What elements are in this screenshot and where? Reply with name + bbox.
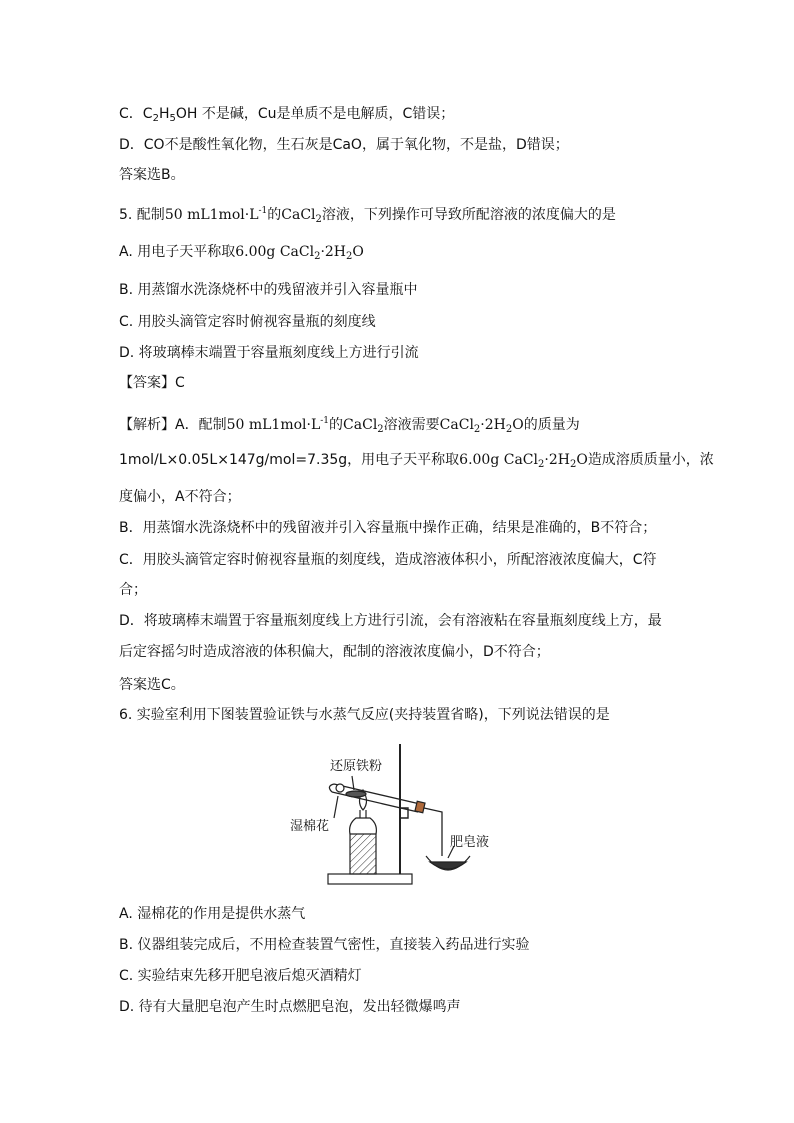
text: 1mol/L×0.05L×147g/mol=7.35g，用电子天平称取 <box>119 452 460 468</box>
question-5-option-d: D. 将玻璃棒末端置于容量瓶刻度线上方进行引流 <box>119 345 419 361</box>
subscript: 5 <box>169 113 176 124</box>
explanation-line-8: 后定容摇匀时造成溶液的体积偏大，配制的溶液浓度偏小，D不符合； <box>119 644 550 660</box>
subscript: 2 <box>505 424 513 435</box>
question-5-option-c: C. 用胶头滴管定容时俯视容量瓶的刻度线 <box>119 314 376 330</box>
subscript: 2 <box>377 424 384 435</box>
alcohol-lamp <box>350 818 377 834</box>
question-5-stem <box>119 201 616 230</box>
apparatus-figure <box>290 738 510 890</box>
burner-stand <box>350 830 376 874</box>
formula: 6.00g CaCl <box>235 244 315 260</box>
explanation-line-3: 度偏小，A不符合； <box>119 489 241 505</box>
prev-option-c <box>119 104 454 129</box>
explanation-line-4: B．用蒸馏水洗涤烧杯中的残留液并引入容量瓶中操作正确，结果是准确的，B不符合； <box>119 520 657 536</box>
stand-base <box>328 874 412 884</box>
question-5-option-a <box>119 242 364 267</box>
question-5-final-answer: 答案选C。 <box>119 677 185 693</box>
text: 5. 配制 <box>119 207 165 223</box>
explanation-line-7: D．将玻璃棒末端置于容量瓶刻度线上方进行引流，会有溶液粘在容量瓶刻度线上方，最 <box>119 613 662 629</box>
formula: 50 mL1mol·L <box>164 207 259 223</box>
formula: O <box>576 452 588 468</box>
formula: O <box>352 244 364 260</box>
text: A. 用电子天平称取 <box>119 244 236 260</box>
formula: ·2H <box>320 244 347 260</box>
formula: ·2H <box>544 452 570 468</box>
text: 【解析】A．配制 <box>119 417 227 433</box>
question-6-stem: 6. 实验室利用下图装置验证铁与水蒸气反应(夹持装置省略)，下列说法错误的是 <box>119 707 610 723</box>
subscript: 2 <box>315 214 322 225</box>
text: 溶液需要 <box>383 417 440 433</box>
text: 的 <box>329 417 344 433</box>
formula: CaCl <box>343 417 378 433</box>
formula: ·2H <box>480 417 506 433</box>
prev-answer: 答案选B。 <box>119 167 185 183</box>
text: 的 <box>267 207 282 223</box>
subscript: 2 <box>538 459 545 470</box>
label-wet-cotton: 湿棉花 <box>290 819 330 834</box>
question-6-option-a: A. 湿棉花的作用是提供水蒸气 <box>119 906 306 922</box>
question-6-option-c: C. 实验结束先移开肥皂液后熄灭酒精灯 <box>119 968 362 984</box>
subscript: 2 <box>346 251 353 262</box>
text: C．C <box>119 106 153 122</box>
label-soap-solution: 肥皂液 <box>450 835 490 850</box>
formula: CaCl <box>439 417 474 433</box>
explanation-line-5: C．用胶头滴管定容时俯视容量瓶的刻度线，造成溶液体积小，所配溶液浓度偏大，C符 <box>119 552 657 568</box>
delivery-tube <box>424 808 442 864</box>
iron-powder <box>346 791 366 797</box>
question-5-option-b: B. 用蒸馏水洗涤烧杯中的残留液并引入容量瓶中 <box>119 282 418 298</box>
superscript: -1 <box>258 206 268 216</box>
explanation-line-1 <box>119 411 580 440</box>
leader-line <box>334 796 338 818</box>
soap-solution <box>430 862 466 869</box>
question-5-answer: 【答案】C <box>119 375 185 391</box>
wet-cotton <box>336 784 344 792</box>
formula: CaCl <box>281 207 316 223</box>
stopper <box>415 801 425 813</box>
text: OH 不是碱，Cu是单质不是电解质，C错误； <box>175 106 455 122</box>
formula: 6.00g CaCl <box>459 452 538 468</box>
text: 造成溶质质量小，浓 <box>587 452 714 468</box>
text: H <box>158 106 170 122</box>
subscript: 2 <box>314 251 321 262</box>
text: 溶液，下列操作可导致所配溶液的浓度偏大的是 <box>321 207 616 223</box>
formula: O <box>512 417 524 433</box>
subscript: 2 <box>473 424 481 435</box>
superscript: -1 <box>320 416 330 426</box>
explanation-line-2 <box>119 450 714 475</box>
question-6-option-b: B. 仪器组装完成后，不用检查装置气密性，直接装入药品进行实验 <box>119 937 530 953</box>
text: 的质量为 <box>523 417 580 433</box>
explanation-line-6: 合； <box>119 582 147 598</box>
prev-option-d: D．CO不是酸性氧化物，生石灰是CaO，属于氧化物，不是盐，D错误； <box>119 137 569 153</box>
question-6-option-d: D. 待有大量肥皂泡产生时点燃肥皂泡，发出轻微爆鸣声 <box>119 999 461 1015</box>
formula: 50 mL1mol·L <box>226 417 321 433</box>
subscript: 2 <box>152 113 159 124</box>
lamp-wick <box>360 810 366 818</box>
label-iron-powder: 还原铁粉 <box>330 759 383 774</box>
subscript: 2 <box>569 459 577 470</box>
